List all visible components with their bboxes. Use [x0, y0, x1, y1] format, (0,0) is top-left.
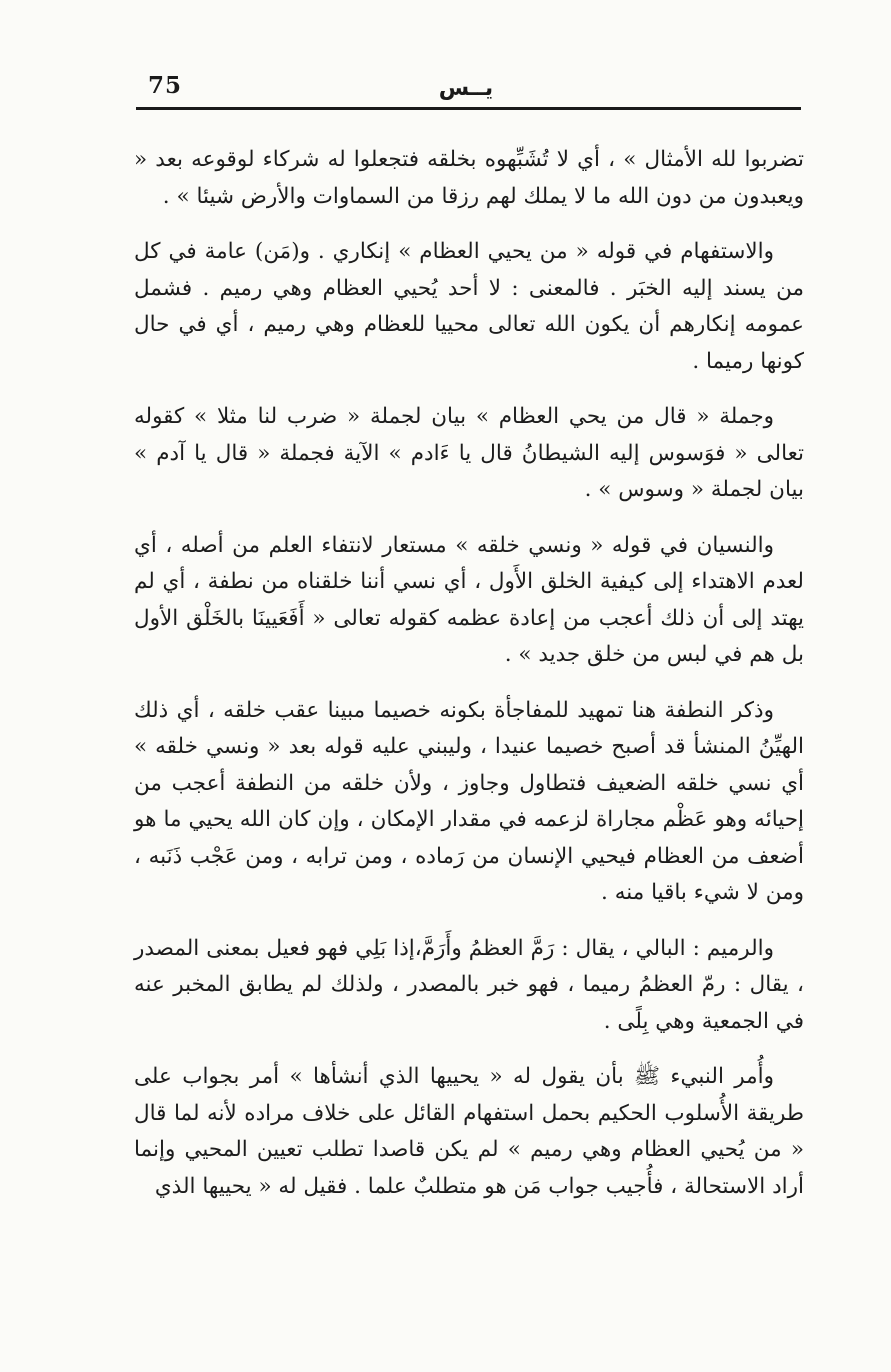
- paragraph: وأُمر النبيء ﷺ بأن يقول له « يحييها الذي أنشأها » أمر بجواب على طريقة الأُسلوب الحكيم بحمل استفهام القائل على خلاف مراده لأنه لما قال « من يُحيي العظام وهي رميم » لم يكن قاصدا تطلب تعيين المحيي وإنما أراد الاستحالة ، فأُجيب جواب مَن هو متطلبٌ علما . فقيل له « يحييها الذي: [134, 1064, 804, 1199]
- paragraph: وجملة « قال من يحي العظام » بيان لجملة « ضرب لنا مثلا » كقوله تعالى « فوَسوس إليه الشيطانُ قال يا ءَادم » الآية فجملة « قال يا آدم » بيان لجملة « وسوس » .: [134, 404, 804, 502]
- body-text: [134, 142, 804, 1224]
- page-number: 75: [148, 72, 183, 99]
- paragraph: والاستفهام في قوله « من يحيي العظام » إنكاري . و(مَن) عامة في كل من يسند إليه الخبَر . فالمعنى : لا أحد يُحيي العظام وهي رميم . فشمل عمومه إنكارهم أن يكون الله تعالى محييا للعظام وهي رميم ، أي في حال كونها رميما .: [134, 239, 804, 374]
- header-rule: [136, 107, 801, 110]
- paragraph: والرميم : البالي ، يقال : رَمَّ العظمُ وأَرَمَّ،إذا بَلِي فهو فعيل بمعنى المصدر ، يقال : رمّ العظمُ رميما ، فهو خبر بالمصدر ، ولذلك لم يطابق المخبر عنه في الجمعية وهي بِلًى .: [134, 935, 804, 1034]
- paragraph: والنسيان في قوله « ونسي خلقه » مستعار لانتفاء العلم من أصله ، أي لعدم الاهتداء إلى كيفية الخلق الأَول ، أي نسي أننا خلقناه من نطفة ، أي لم يهتد إلى أن ذلك أعجب من إعادة عظمه كقوله تعالى « أَفَعَيينَا بالخَلْق الأول بل هم في لبس من خلق جديد » .: [134, 532, 804, 667]
- paragraph: تضربوا لله الأمثال » ، أي لا تُشَبِّهوه بخلقه فتجعلوا له شركاء لوقوعه بعد « ويعبدون من دون الله ما لا يملك لهم رزقا من السماوات والأرض شيئا » .: [134, 147, 804, 209]
- page-header: [136, 70, 801, 110]
- paragraph: وذكر النطفة هنا تمهيد للمفاجأة بكونه خصيما مبينا عقب خلقه ، أي ذلك الهيِّنُ المنشأ قد أصبح خصيما عنيدا ، وليبني عليه قوله بعد « ونسي خلقه » أي نسي خلقه الضعيف فتطاول وجاوز ، ولأن خلقه من النطفة أعجب من إحيائه وهو عَظْم مجاراة لزعمه في مقدار الإمكان ، وإن كان الله يحيي ما هو أضعف من العظام فيحيي الإنسان من رَماده ، ومن ترابه ، ومن عَجْب ذَنَبه ، ومن لا شيء باقيا منه .: [134, 697, 804, 905]
- running-title: يــس: [438, 76, 494, 101]
